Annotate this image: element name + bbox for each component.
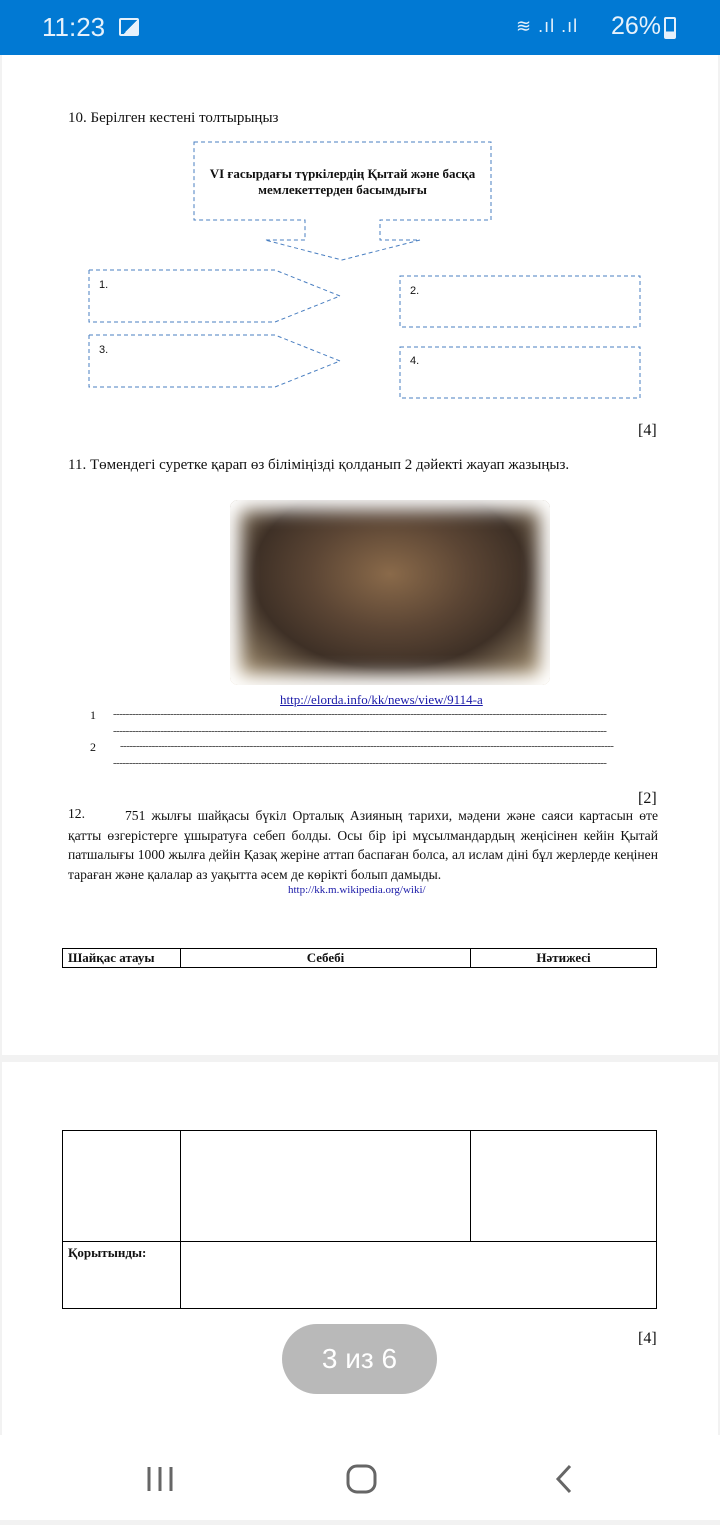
q12-text: 751 жылғы шайқасы бүкіл Орталық Азияның тарихи, мәдени және саяси картасын өте қатты өзгерістерге ұшыратуға себеп болды. Осы бір ірі мұсылмандардың жеңісінен кейін Қытай патшалығы 1000 жылға дейін Қазақ жеріне аттап баспаған болса, ал ислам діні бұл жерлерде кеңінен тараған және қалалар аз уақытта әсем де көрікті болып дамыды. [68,808,658,882]
box-1 [89,270,340,322]
col-battle-name: Шайқас атауы [63,949,181,968]
answer-line: ------------------------------------------------------------------------------------------------------------------------------------------------------------ [113,725,607,737]
col-result: Нәтижесі [471,949,657,968]
answer-line: ------------------------------------------------------------------------------------------------------------------------------------------------------------ [120,740,614,752]
answer-2-label: 2 [90,740,96,754]
page-indicator: 3 из 6 [282,1324,437,1394]
box-3 [89,335,340,387]
home-button[interactable] [348,1466,375,1492]
box-4-label: 4. [410,355,420,367]
navigation-bar [0,1435,720,1520]
answer-1-label: 1 [90,708,96,722]
answer-line: ------------------------------------------------------------------------------------------------------------------------------------------------------------ [113,757,607,769]
diagram [0,0,720,420]
answer-line: ------------------------------------------------------------------------------------------------------------------------------------------------------------ [113,708,607,720]
box-3-label: 3. [99,344,109,356]
q10-score: [4] [638,422,657,439]
q11-title: 11. Төмендегі суретке қарап өз біліміңізді қолданып 2 дәйекті жауап жазыңыз. [68,457,570,473]
box-4 [400,347,640,398]
cell-cause[interactable] [181,1131,471,1242]
box-1-label: 1. [99,279,109,291]
back-button[interactable] [558,1466,570,1492]
q10-title: 10. Берілген кестені толтырыңыз [68,110,279,126]
header-arrow-box [194,142,491,260]
col-cause: Себебі [181,949,471,968]
answer-table-header [62,948,657,968]
cell-battle-name[interactable] [63,1131,181,1242]
q12-score: [4] [638,1330,657,1347]
wiki-source[interactable]: http://kk.m.wikipedia.org/wiki/ [288,884,426,896]
q11-score: [2] [638,790,657,807]
recent-apps-button[interactable] [149,1467,171,1491]
header-box-text: VI ғасырдағы түркілердің Қытай және басқа мемлекеттерден басымдығы [209,166,476,197]
answer-table-body [62,1130,657,1309]
battle-image [230,500,550,685]
clock: 11:23 [42,12,106,42]
image-source-link[interactable]: http://elorda.info/kk/news/view/9114-a [280,692,483,707]
box-2 [400,276,640,327]
conclusion-label: Қорытынды: [63,1242,181,1309]
battery-percent: 26% [611,12,662,40]
cell-result[interactable] [471,1131,657,1242]
q12-number: 12. [68,806,85,821]
box-2-label: 2. [410,285,420,297]
cell-conclusion[interactable] [181,1242,657,1309]
wifi-signal-icon: ≋ .ıl .ıl [516,16,579,36]
